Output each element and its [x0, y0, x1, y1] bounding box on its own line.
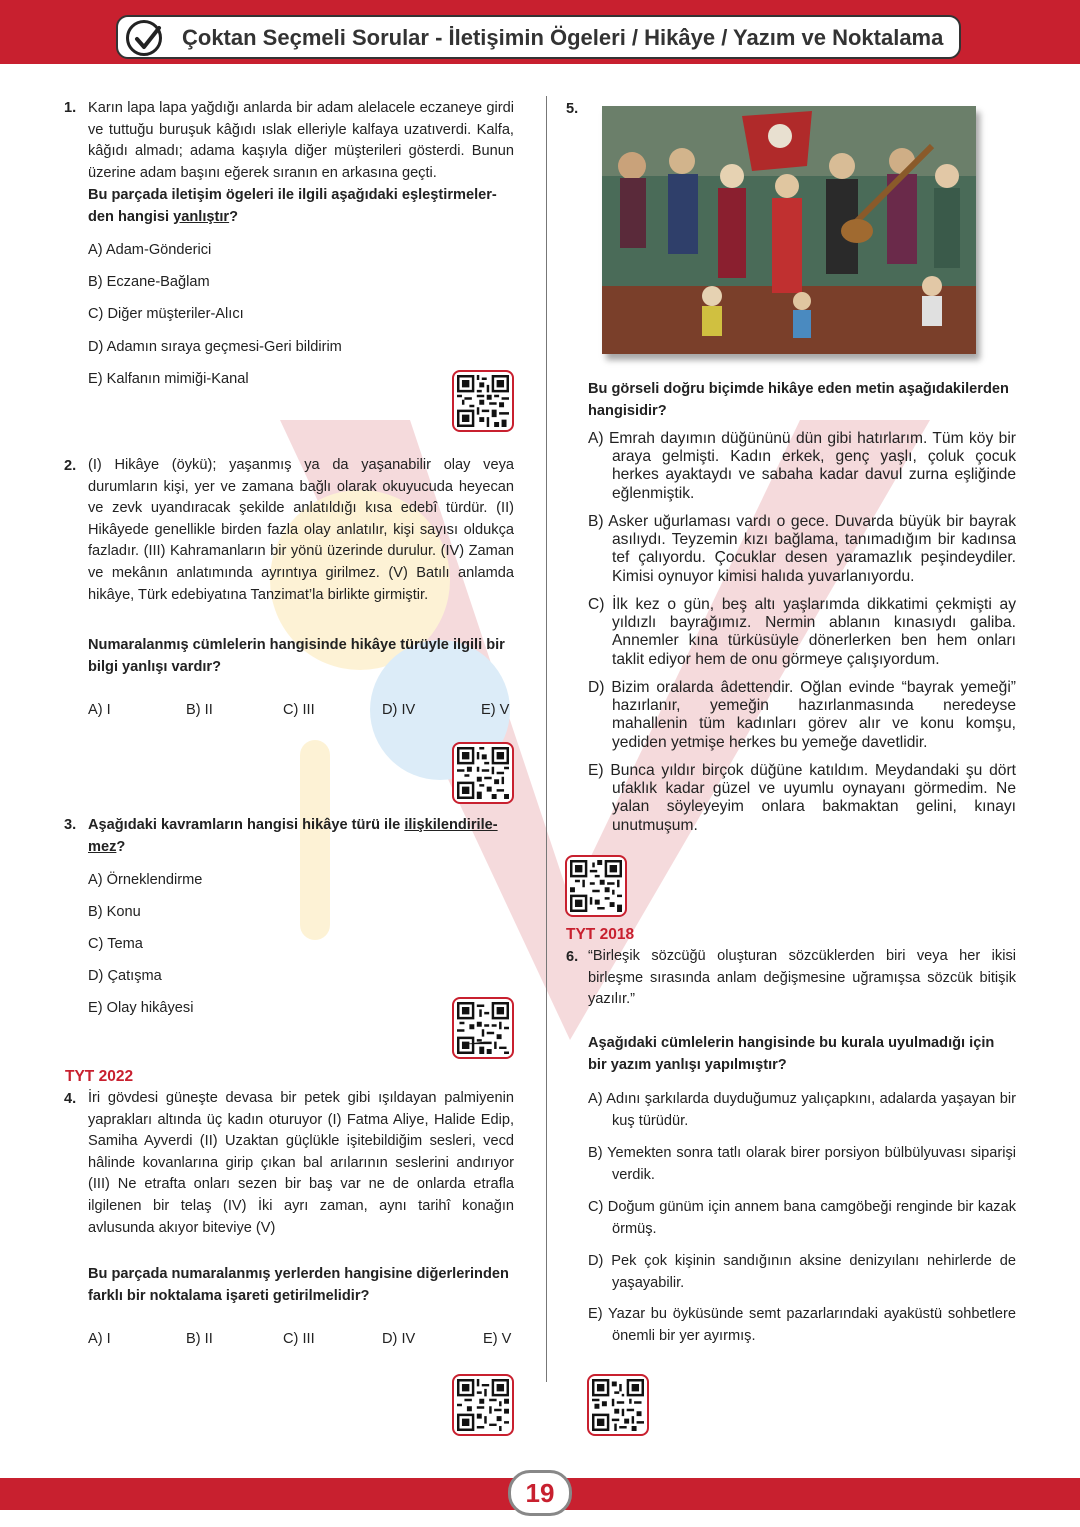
- question-number: 5.: [566, 101, 579, 117]
- prompt-underlined: mez: [88, 838, 117, 855]
- option-b[interactable]: B) Eczane-Bağlam: [88, 274, 210, 290]
- option-d[interactable]: D) Bizim oralarda âdettendir. Oğlan evinde “bayrak yemeği” hazırlanır, yemeğin hazırlanmasında neredeyse mahallenin tüm kadınları görev alır ve konu komşu, yediden yetmişe herkes bu yemeğe davetlidir.: [588, 679, 1016, 751]
- option-c[interactable]: C) III: [283, 702, 315, 718]
- option-e[interactable]: E) Kalfanın mimiği-Kanal: [88, 371, 249, 387]
- qr-code-icon[interactable]: [565, 855, 627, 917]
- option-e[interactable]: E) Olay hikâyesi: [88, 1000, 194, 1016]
- question-number: 2.: [64, 458, 77, 474]
- option-c[interactable]: C) Doğum günüm için annem bana camgöbeği renginde bir kazak örmüş.: [588, 1199, 1016, 1237]
- question-4-prompt: Bu parçada numaralanmış yerlerden hangisine diğerlerinden farklı bir noktalama işareti getirilmelidir?: [88, 1266, 509, 1304]
- header-title-box: [116, 15, 961, 59]
- question-5-prompt: Bu görseli doğru biçimde hikâye eden metin aşağıdakilerden hangisidir?: [588, 381, 1009, 419]
- folk-celebration-painting: [602, 106, 976, 354]
- qr-code-icon[interactable]: [452, 997, 514, 1059]
- option-d[interactable]: D) IV: [382, 702, 416, 718]
- option-c[interactable]: C) Tema: [88, 936, 143, 952]
- prompt-part: Bu parçada iletişim ögeleri ile ilgili aşağıdaki eşleştirmeler-den hangisi: [88, 187, 497, 225]
- question-6-prompt: Aşağıdaki cümlelerin hangisinde bu kurala uyulmadığı için bir yazım yanlışı yapılmıştır?: [588, 1035, 995, 1073]
- option-b[interactable]: B) Konu: [88, 904, 141, 920]
- question-number: 6.: [566, 949, 579, 965]
- question-number: 1.: [64, 100, 77, 116]
- option-e[interactable]: E) Yazar bu öyküsünde semt pazarlarındaki ayaküstü sohbetlere önemli bir yer ayırmış.: [588, 1306, 1016, 1344]
- exam-tag: TYT 2022: [65, 1068, 134, 1085]
- question-1-prompt: [88, 185, 518, 228]
- prompt-part: Aşağıdaki kavramların hangisi hikâye türü ile: [88, 817, 405, 833]
- option-e[interactable]: E) V: [483, 1331, 512, 1347]
- question-2-text: (I) Hikâye (öykü); yaşanmış ya da yaşanabilir olay veya durumların kişi, yer ve zamana bağlı olarak okuyucuda heyecan ve zevk uyandıracak şekilde anlatıldığı kısa edebî türdür. (II) Hikâyede genellikle birden fazla olay anlatılır, kişi sayısı oldukça fazladır. (III) Kahramanların bir yönü üzerinde durulur. (IV) Zaman ve mekânın anlatımında ayrıntıya girilmez. (V) Batılı anlamda hikâye, Türk edebiyatına Tanzimat’la birlikte girmiştir.: [88, 457, 514, 603]
- option-d[interactable]: D) Adamın sıraya geçmesi-Geri bildirim: [88, 339, 342, 355]
- painting-image: [602, 106, 976, 354]
- option-b[interactable]: B) Asker uğurlaması vardı o gece. Duvarda büyük bir bayrak asılıydı. Teyzemin kızı bağlama, tanımadığım bir kadınsa tef çalıyordu. Çocuklar desen yaramazlık peşindeydiler. Kimisi oynuyor kimisi halıda yuvarlanıyordu.: [588, 513, 1016, 585]
- prompt-part: ?: [229, 208, 239, 225]
- column-divider: [546, 96, 547, 1382]
- exam-tag: TYT 2018: [566, 926, 635, 943]
- option-a[interactable]: A) Emrah dayımın düğününü dün gibi hatırlarım. Tüm köy bir araya gelmişti. Kadın erkek, genç yaşlı, çoluk çocuk herkes ayaktaydı ve sabaha kadar davul zurna eşliğinde eğlenmiştik.: [588, 430, 1016, 502]
- prompt-underlined: yanlıştır: [173, 208, 230, 225]
- question-2-prompt: Numaralanmış cümlelerin hangisinde hikâye türüyle ilgili bir bilgi yanlışı vardır?: [88, 637, 505, 675]
- option-b[interactable]: B) Yemekten sonra tatlı olarak birer porsiyon bülbülyuvası siparişi verdik.: [588, 1145, 1016, 1183]
- page-title: Çoktan Seçmeli Sorular - İletişimin Ögeleri / Hikâye / Yazım ve Noktalama: [182, 25, 944, 50]
- option-a[interactable]: A) I: [88, 1331, 111, 1347]
- option-d[interactable]: D) IV: [382, 1331, 416, 1347]
- option-c[interactable]: C) Diğer müşteriler-Alıcı: [88, 306, 244, 322]
- question-number: 4.: [64, 1091, 77, 1107]
- prompt-part: ?: [116, 838, 126, 855]
- option-c[interactable]: C) III: [283, 1331, 315, 1347]
- qr-code-icon[interactable]: [587, 1374, 649, 1436]
- qr-code-icon[interactable]: [452, 370, 514, 432]
- qr-code-icon[interactable]: [452, 742, 514, 804]
- question-6-text: “Birleşik sözcüğü oluşturan sözcüklerden biri veya her ikisi birleşme sırasında anlam değişmesine uğramışsa sözcük bitişik yazılır.”: [588, 948, 1016, 1008]
- option-a[interactable]: A) I: [88, 702, 111, 718]
- page-number: 19: [508, 1470, 572, 1516]
- option-e[interactable]: E) V: [481, 702, 510, 718]
- option-d[interactable]: D) Çatışma: [88, 968, 162, 984]
- option-d[interactable]: D) Pek çok kişinin sandığının aksine denizyılanı nehirlerde de yaşayabilir.: [588, 1253, 1016, 1291]
- question-1-text: Karın lapa lapa yağdığı anlarda bir adam alelacele eczaneye girdi ve tuttuğu buruşuk kâğıdı ıslak elleriyle kalfaya uzatıverdi. Kalfa, kâğıdı almadı; adama kaşıyla diğer müşterileri gösterdi. Bunun üzerine adam başını eğerek sıranın en arkasına geçti.: [88, 100, 514, 181]
- option-b[interactable]: B) II: [186, 702, 213, 718]
- check-circle-icon: [126, 20, 162, 56]
- question-number: 3.: [64, 817, 77, 833]
- question-4-text: İri gövdesi güneşte devasa bir petek gibi ışıldayan palmiyenin yaprakları altında üç kadın oturuyor (I) Fatma Aliye, Halide Edip, Samiha Ayverdi (II) Uzaktan güçlükle işitebildiğim sesleri, vecd hâlinde kovanlarına girip çıkan bal arılarının seslerini andırıyor (III) Ne etrafta onları sezen bir baş var ne de onlarda etrafla ilgilenen bir telaş (IV) İki ayrı zaman, aynı tarihî konağın avlusunda akıyor biteviye (V): [88, 1090, 514, 1236]
- option-a[interactable]: A) Adam-Gönderici: [88, 242, 212, 258]
- option-a[interactable]: A) Adını şarkılarda duyduğumuz yalıçapkını, adalarda yaşayan bir kuş türüdür.: [588, 1091, 1016, 1129]
- prompt-underlined: ilişkilendirile-: [404, 817, 498, 833]
- option-e[interactable]: E) Bunca yıldır birçok düğüne katıldım. Meydandaki şu dört ufaklık kadar güzel ve uyumlu oynayanı görmedim. Ne yalan söyleyeyim onlara bakmaktan gelini, kınayı unutmuşum.: [588, 762, 1016, 834]
- option-c[interactable]: C) İlk kez o gün, beş altı yaşlarımda dikkatimi çekmişti ay yıldızlı bayrağımız. Nermin ablanın kınasıydı galiba. Annemler kına türküsüyle dönerlerken ben hem onları taklit ediyor hem de onu görmeye çalışıyordum.: [588, 596, 1016, 668]
- question-3-prompt: [88, 815, 514, 858]
- option-b[interactable]: B) II: [186, 1331, 213, 1347]
- qr-code-icon[interactable]: [452, 1374, 514, 1436]
- option-a[interactable]: A) Örneklendirme: [88, 872, 203, 888]
